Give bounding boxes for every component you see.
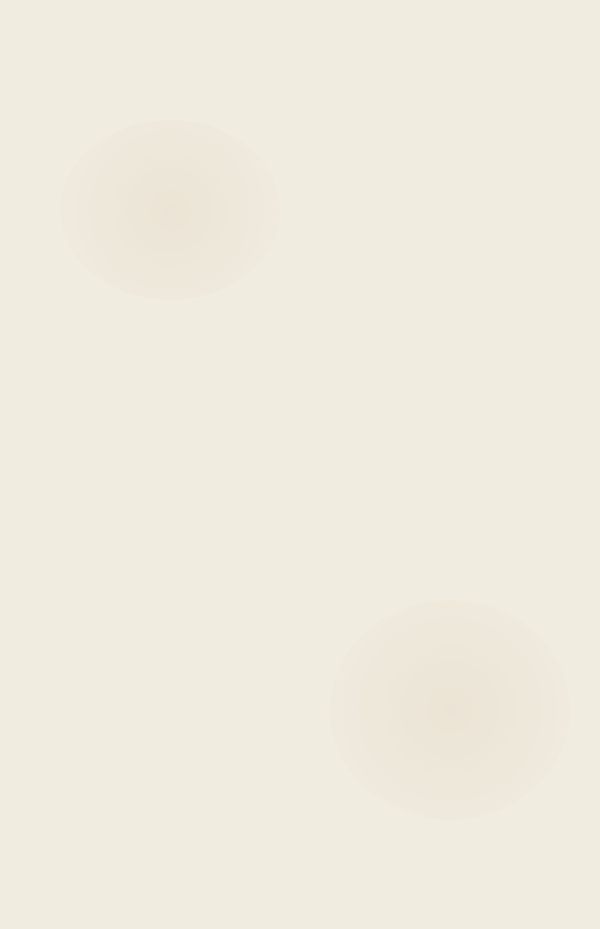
latin-text-column (288, 72, 546, 912)
greek-text-column (48, 72, 270, 912)
line-number-margin (270, 72, 288, 912)
running-head (0, 56, 600, 70)
